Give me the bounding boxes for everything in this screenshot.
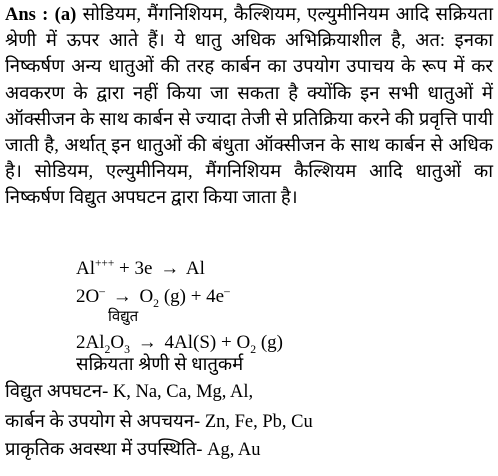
eq1-arrow-icon: → bbox=[160, 258, 180, 279]
equation-oxide-oxidation bbox=[76, 286, 230, 308]
answer-part-label: (a) bbox=[54, 5, 77, 25]
eq1-charge: +++ bbox=[95, 257, 115, 270]
eq2-product: O bbox=[139, 286, 154, 307]
method-metals: Ag, Au bbox=[207, 440, 261, 460]
eq3-state: (g) bbox=[260, 332, 283, 353]
eq1-product: Al bbox=[185, 258, 205, 279]
method-label: विद्युत अपघटन- bbox=[5, 382, 109, 402]
method-native-state bbox=[5, 438, 261, 462]
eq2-condition: विद्युत bbox=[108, 309, 139, 325]
eq1-reactant: Al bbox=[76, 258, 95, 279]
equation-aluminium-reduction bbox=[76, 258, 205, 280]
eq3-al: 2Al bbox=[76, 332, 105, 353]
method-label: प्राकृतिक अवस्था में उपस्थिति- bbox=[5, 440, 203, 460]
method-metals: K, Na, Ca, Mg, Al, bbox=[112, 382, 254, 402]
answer-paragraph bbox=[5, 2, 493, 212]
answer-text: सोडियम, मैंगनिशियम, कैल्शियम, एल्युमीनियम आदि सक्रियता श्रेणी में ऊपर आते हैं। ये धातु अधिक अभिक्रियाशील है, अत: इनका निष्कर्षण अन्य धातुओं की तरह कार्बन का उपयोग उपाचय के रूप में कर अवकरण के द्वारा नहीं किया जा सकता है क्योंकि इन सभी धातुओं में ऑक्सीजन के साथ कार्बन से ज्यादा तेजी से प्रतिक्रिया करने की प्रवृत्ति पायी जाती है, अर्थात् इन धातुओं की बंधुता ऑक्सीजन के साथ कार्बन से अधिक है। सोडियम, एल्युमीनियम, मैंगनिशियम कैल्शियम आदि धातुओं का निष्कर्षण विद्युत अपघटन द्वारा किया जाता है। bbox=[5, 5, 494, 209]
eq3-sub3: 2 bbox=[250, 342, 257, 356]
eq2-product-subscript: 2 bbox=[153, 296, 160, 310]
eq2-reactant: 2O bbox=[76, 286, 100, 307]
eq3-arrow-icon: → bbox=[137, 332, 157, 353]
eq3-sub1: 2 bbox=[104, 342, 111, 356]
eq3-o: O bbox=[110, 332, 125, 353]
answer-label: Ans : bbox=[5, 5, 49, 25]
method-label: कार्बन के उपयोग से अपचयन- bbox=[5, 412, 201, 432]
eq1-electrons: + 3e bbox=[119, 258, 153, 279]
eq2-charge: – bbox=[99, 285, 105, 298]
equation-alumina-electrolysis bbox=[76, 332, 283, 354]
eq2-electron-charge: – bbox=[224, 285, 230, 298]
method-electrolysis bbox=[5, 380, 253, 404]
method-carbon-reduction bbox=[5, 410, 313, 434]
eq3-sub2: 3 bbox=[124, 342, 131, 356]
eq3-products: 4Al(S) + O bbox=[164, 332, 251, 353]
eq2-electrons: + 4e bbox=[190, 286, 225, 307]
equations-caption: सक्रियता श्रेणी से धातुकर्म bbox=[76, 355, 244, 375]
eq2-arrow-icon: → bbox=[112, 286, 132, 307]
eq2-state: (g) bbox=[163, 286, 186, 307]
method-metals: Zn, Fe, Pb, Cu bbox=[204, 412, 313, 432]
